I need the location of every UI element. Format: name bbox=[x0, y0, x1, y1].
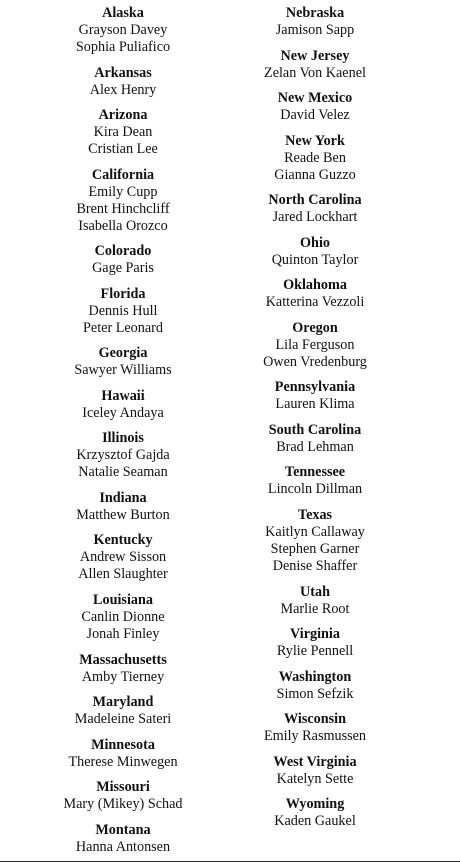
person-name: Rylie Pennell bbox=[276, 643, 354, 660]
state-group-arkansas bbox=[23, 65, 223, 99]
person-name: Jared Lockhart bbox=[272, 209, 358, 226]
state-heading: Washington bbox=[278, 668, 352, 685]
person-name: Hanna Antonsen bbox=[75, 838, 171, 855]
person-name: Jonah Finley bbox=[86, 626, 160, 643]
person-name: Andrew Sisson bbox=[79, 549, 167, 566]
state-heading: Wyoming bbox=[285, 796, 345, 813]
person-name: Owen Vredenburg bbox=[263, 353, 367, 370]
person-name: Allen Slaughter bbox=[78, 566, 168, 583]
state-group-oklahoma bbox=[215, 277, 415, 311]
state-group-west-virginia bbox=[215, 754, 415, 788]
person-name: Emily Rasmussen bbox=[263, 728, 367, 745]
person-name: Alex Henry bbox=[89, 81, 157, 98]
state-group-indiana bbox=[23, 490, 223, 524]
left-column bbox=[23, 5, 223, 864]
person-name: Quinton Taylor bbox=[271, 251, 359, 268]
state-heading: Alaska bbox=[102, 5, 144, 21]
person-name: Cristian Lee bbox=[88, 141, 158, 158]
person-name: Canlin Dionne bbox=[81, 609, 165, 626]
state-heading: Florida bbox=[100, 285, 146, 302]
state-group-kentucky bbox=[23, 532, 223, 583]
state-heading: New Jersey bbox=[280, 47, 350, 64]
state-heading: Oklahoma bbox=[283, 277, 347, 294]
person-name: Krzysztof Gajda bbox=[76, 447, 170, 464]
state-group-georgia bbox=[23, 345, 223, 379]
state-heading: New York bbox=[285, 132, 345, 149]
person-name: Denise Shaffer bbox=[272, 558, 358, 575]
person-name: Reade Ben bbox=[284, 149, 346, 166]
state-heading: Utah bbox=[300, 583, 330, 600]
state-group-hawaii bbox=[23, 388, 223, 422]
state-group-montana bbox=[23, 822, 223, 856]
state-group-new-mexico bbox=[215, 90, 415, 124]
state-heading: Illinois bbox=[102, 430, 144, 447]
person-name: Katterina Vezzoli bbox=[265, 294, 365, 311]
state-group-south-carolina bbox=[215, 422, 415, 456]
state-heading: Hawaii bbox=[101, 387, 145, 404]
person-name: Therese Minwegen bbox=[68, 753, 178, 770]
person-name: Simon Sefzik bbox=[276, 685, 354, 702]
state-heading: Ohio bbox=[300, 234, 330, 251]
person-name: Lila Ferguson bbox=[275, 336, 355, 353]
state-heading: California bbox=[91, 166, 155, 183]
person-name: Grayson Davey bbox=[78, 22, 168, 38]
person-name: Lincoln Dillman bbox=[267, 481, 363, 498]
state-heading: Louisiana bbox=[93, 592, 153, 609]
person-name: Matthew Burton bbox=[76, 506, 170, 523]
person-name: Peter Leonard bbox=[83, 319, 163, 336]
state-heading: Georgia bbox=[98, 345, 148, 362]
person-name: Brent Hinchcliff bbox=[76, 200, 170, 217]
state-group-oregon bbox=[215, 320, 415, 371]
state-heading: Maryland bbox=[92, 694, 154, 711]
state-heading: Tennessee bbox=[284, 464, 346, 481]
state-group-maryland bbox=[23, 694, 223, 728]
person-name: Zelan Von Kaenel bbox=[264, 64, 366, 81]
state-group-nebraska bbox=[215, 5, 415, 39]
person-name: Katelyn Sette bbox=[276, 770, 354, 787]
state-group-minnesota bbox=[23, 737, 223, 771]
state-heading: South Carolina bbox=[268, 421, 362, 438]
state-heading: Virginia bbox=[290, 626, 340, 643]
person-name: Sawyer Williams bbox=[74, 362, 172, 379]
state-group-washington bbox=[215, 669, 415, 703]
person-name: Iceley Andaya bbox=[82, 404, 164, 421]
state-heading: Missouri bbox=[96, 779, 150, 796]
state-group-florida bbox=[23, 286, 223, 337]
state-group-louisiana bbox=[23, 592, 223, 643]
state-group-virginia bbox=[215, 626, 415, 660]
person-name: Natalie Seaman bbox=[78, 464, 168, 481]
state-group-alaska bbox=[23, 5, 223, 56]
state-group-texas bbox=[215, 507, 415, 575]
state-heading: Arkansas bbox=[94, 64, 152, 81]
person-name: Kaden Gaukel bbox=[274, 813, 356, 830]
state-group-wisconsin bbox=[215, 711, 415, 745]
state-group-illinois bbox=[23, 430, 223, 481]
state-heading: Arizona bbox=[98, 107, 148, 124]
person-name: Gianna Guzzo bbox=[274, 166, 356, 183]
person-name: Dennis Hull bbox=[88, 302, 158, 319]
person-name: Gage Paris bbox=[92, 260, 154, 277]
person-name: Marlie Root bbox=[280, 600, 350, 617]
person-name: Jamison Sapp bbox=[275, 22, 355, 38]
state-group-utah bbox=[215, 584, 415, 618]
state-group-colorado bbox=[23, 243, 223, 277]
right-column bbox=[215, 5, 415, 839]
state-heading: West Virginia bbox=[273, 753, 357, 770]
person-name: Mary (Mikey) Schad bbox=[63, 796, 183, 813]
state-heading: Nebraska bbox=[285, 5, 345, 21]
state-group-north-carolina bbox=[215, 192, 415, 226]
state-group-arizona bbox=[23, 107, 223, 158]
person-name: Brad Lehman bbox=[276, 438, 354, 455]
person-name: Stephen Garner bbox=[270, 541, 360, 558]
person-name: Emily Cupp bbox=[88, 183, 158, 200]
person-name: Kaitlyn Callaway bbox=[265, 524, 365, 541]
state-group-wyoming bbox=[215, 796, 415, 830]
state-group-missouri bbox=[23, 779, 223, 813]
state-heading: New Mexico bbox=[277, 90, 353, 107]
state-heading: Oregon bbox=[292, 319, 338, 336]
state-group-tennessee bbox=[215, 464, 415, 498]
state-heading: Kentucky bbox=[93, 532, 153, 549]
state-heading: Wisconsin bbox=[283, 711, 347, 728]
state-heading: Colorado bbox=[94, 243, 152, 260]
person-name: Lauren Klima bbox=[275, 396, 355, 413]
state-group-massachusetts bbox=[23, 652, 223, 686]
person-name: Sophia Puliafico bbox=[75, 39, 171, 55]
bottom-divider bbox=[0, 861, 460, 862]
state-heading: Texas bbox=[297, 507, 333, 524]
person-name: David Velez bbox=[280, 107, 350, 124]
state-heading: Indiana bbox=[99, 489, 147, 506]
state-heading: North Carolina bbox=[268, 192, 362, 209]
person-name: Kira Dean bbox=[93, 124, 153, 141]
state-group-pennsylvania bbox=[215, 379, 415, 413]
state-group-california bbox=[23, 167, 223, 235]
person-name: Amby Tierney bbox=[81, 668, 165, 685]
state-group-new-york bbox=[215, 133, 415, 184]
state-group-ohio bbox=[215, 235, 415, 269]
person-name: Madeleine Sateri bbox=[74, 711, 172, 728]
state-heading: Pennsylvania bbox=[274, 379, 356, 396]
state-heading: Minnesota bbox=[91, 736, 155, 753]
state-heading: Massachusetts bbox=[79, 651, 167, 668]
state-group-new-jersey bbox=[215, 48, 415, 82]
state-heading: Montana bbox=[95, 821, 151, 838]
person-name: Isabella Orozco bbox=[78, 217, 168, 234]
